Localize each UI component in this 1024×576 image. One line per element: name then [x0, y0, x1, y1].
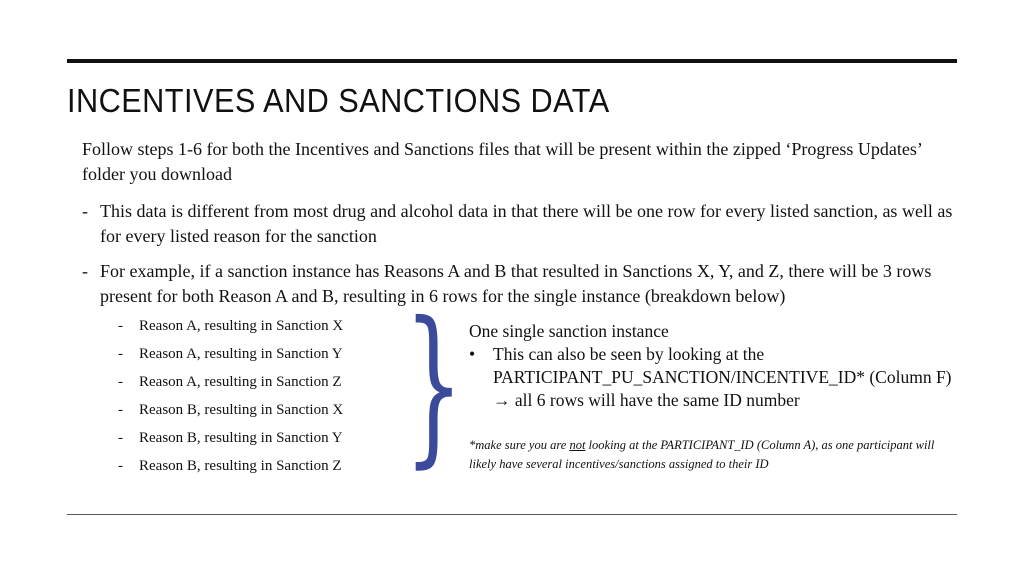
instance-heading: One single sanction instance	[469, 321, 669, 341]
instance-bullet-result: all 6 rows will have the same ID number	[514, 390, 800, 410]
top-rule	[67, 59, 957, 63]
instance-bullet-text: This can also be seen by looking at the PARTICIPANT_PU_SANCTION/INCENTIVE_ID* (Column F)	[493, 344, 952, 387]
dash-marker: -	[82, 201, 88, 221]
page-title: INCENTIVES AND SANCTIONS DATA	[67, 82, 610, 119]
right-arrow-icon: →	[493, 390, 511, 410]
list-item-text: Reason A, resulting in Sanction X	[139, 318, 344, 334]
dash-marker: -	[118, 346, 123, 362]
dash-marker: -	[118, 402, 123, 418]
bullet-dot: •	[469, 344, 476, 364]
intro-paragraph: Follow steps 1-6 for both the Incentives and Sanctions files that will be present within the zipped ‘Progress Updates’ folder you download	[82, 139, 922, 184]
dash-marker: -	[118, 374, 123, 390]
list-item-text: Reason A, resulting in Sanction Z	[139, 374, 342, 390]
dash-marker: -	[118, 458, 123, 474]
bullet-text-2: For example, if a sanction instance has Reasons A and B that resulted in Sanctions X, Y, and Z, there will be 3 rows present for both Reason A and B, resulting in 6 rows for the single instance (breakdown below)	[100, 261, 932, 306]
dash-marker: -	[118, 430, 123, 446]
dash-marker: -	[82, 261, 88, 281]
list-item-text: Reason B, resulting in Sanction Y	[139, 430, 343, 446]
list-item	[118, 400, 343, 428]
list-item-text: Reason B, resulting in Sanction X	[139, 402, 344, 418]
list-item	[118, 316, 343, 344]
bottom-rule	[67, 514, 957, 515]
list-item	[118, 428, 343, 456]
footnote-after: looking at the PARTICIPANT_ID (Column A), as one participant will likely have several incentives/sanctions assigned to their ID	[469, 438, 935, 471]
footnote-before: *make sure you are	[469, 438, 570, 452]
list-item	[118, 456, 343, 484]
list-item-text: Reason A, resulting in Sanction Y	[139, 346, 343, 362]
bullet-item-1	[82, 199, 962, 249]
dash-marker: -	[118, 318, 123, 334]
right-curly-brace: }	[404, 286, 464, 484]
bullet-text-1: This data is different from most drug and alcohol data in that there will be one row for every listed sanction, as well as for every listed reason for the sanction	[100, 201, 953, 246]
footnote	[469, 436, 939, 474]
instance-bullet	[469, 343, 969, 412]
list-item	[118, 372, 343, 400]
list-item	[118, 344, 343, 372]
breakdown-list	[118, 316, 343, 484]
footnote-emphasis: not	[569, 438, 586, 452]
list-item-text: Reason B, resulting in Sanction Z	[139, 458, 342, 474]
bullet-item-2	[82, 259, 962, 309]
instance-panel	[469, 320, 969, 412]
